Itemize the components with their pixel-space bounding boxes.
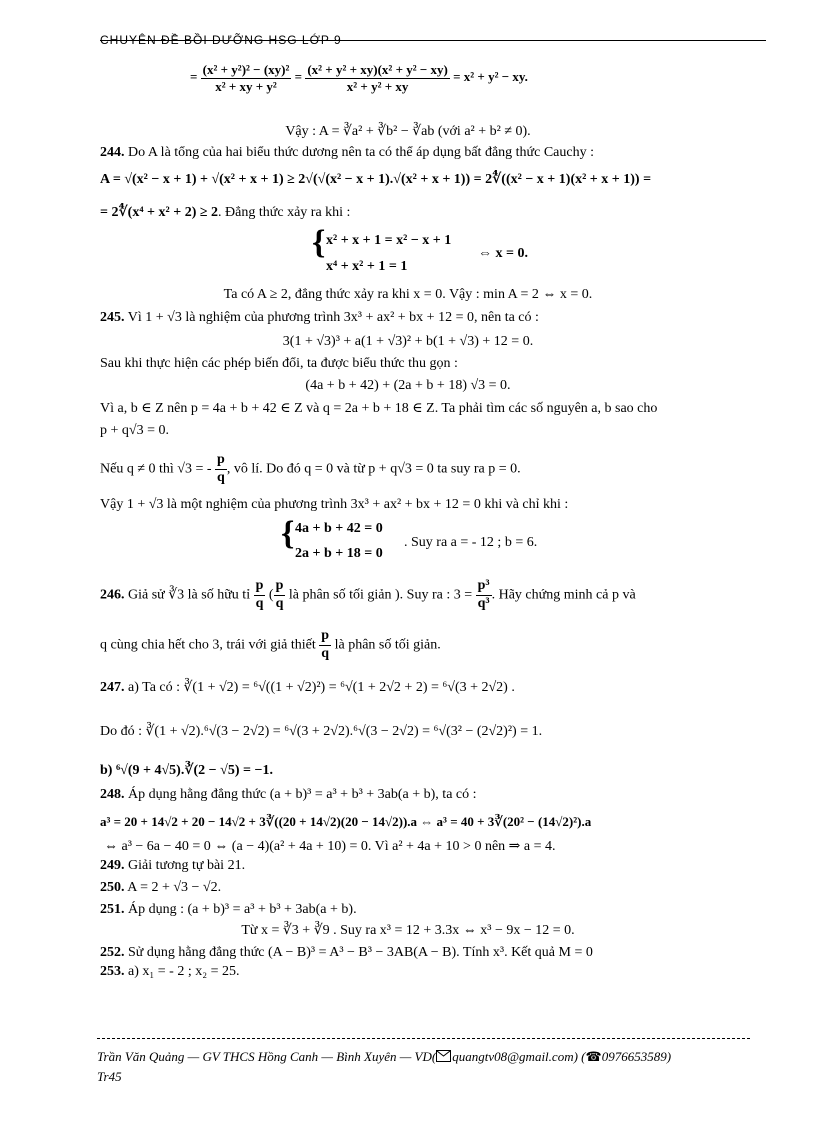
footer-line: Trần Văn Quảng — GV THCS Hồng Canh — Bình Xuyên — VD( quangtv08@gmail.com) (☎0976653589) [97, 1049, 672, 1064]
equation-line: = $\frac{\text{(x² + y²)² − (xy)²}}{\text{x² + xy + y²}}$ = $\frac{\text{(x² + y² + xy)(x² + y² − xy)}}{\text{x² + y² + xy}}$ = x² + y² − xy. [190, 62, 528, 94]
text-line: Do đó : ∛(1 + √2).⁶√(3 − 2√2) = ⁶√(3 + 2√2).⁶√(3 − 2√2) = ⁶√(3² − (2√2)²) = 1. [100, 724, 543, 739]
footer-rule [97, 1038, 750, 1039]
equation-line: x⁴ + x² + 1 = 1 [326, 259, 408, 274]
equation-line: A = √(x² − x + 1) + √(x² + x + 1) ≥ 2√(√(x² − x + 1).√(x² + x + 1)) = 2∜((x² − x + 1)(x² + x + 1)) = [100, 172, 652, 187]
exercise-number: 246. [100, 587, 125, 603]
text-line: 253. a) x₁ = - 2 ; x₂ = 25. [100, 964, 240, 979]
footer-phone: 0976653589) [601, 1049, 672, 1064]
exercise-number: 244. [100, 145, 125, 160]
exercise-number: 250. [100, 880, 125, 895]
text-line: Vậy : A = ∛a² + ∛b² − ∛ab (với a² + b² ≠ 0). [285, 124, 531, 139]
fraction: $\frac{p}{q}$ [255, 578, 264, 611]
text-line: (4a + b + 42) + (2a + b + 18) √3 = 0. [305, 378, 511, 393]
text-line: 248. Áp dụng hằng đẳng thức (a + b)³ = a³ + b³ + 3ab(a + b), ta có : [100, 787, 477, 802]
fraction: $\frac{p}{q}$ [321, 628, 330, 661]
fraction: $\frac{p}{q}$ [275, 578, 284, 611]
text-line: . Suy ra a = - 12 ; b = 6. [404, 535, 538, 550]
fraction: $\frac{p}{q}$ [217, 452, 225, 485]
equation-line: a³ = 20 + 14√2 + 20 − 14√2 + 3∛((20 + 14√2)(20 − 14√2)).a ⇔ a³ = 40 + 3∛(20² − (14√2)²).a [100, 814, 592, 829]
equation-line: x² + x + 1 = x² − x + 1 [326, 233, 452, 248]
fraction: $\frac{\text{(x² + y²)² − (xy)²}}{\text{x² + xy + y²}}$ [202, 62, 290, 94]
exercise-number: 252. [100, 945, 125, 960]
text-line: 252. Sử dụng hằng đẳng thức (A − B)³ = A³ − B³ − 3AB(A − B). Tính x³. Kết quả M = 0 [100, 945, 593, 960]
mail-icon [436, 1050, 451, 1062]
footer-author: Trần Văn Quảng — GV THCS Hồng Canh — Bình Xuyên — VD( [97, 1049, 437, 1064]
text-line: Vậy 1 + √3 là một nghiệm của phương trình 3x³ + ax² + bx + 12 = 0 khi và chỉ khi : [100, 497, 569, 512]
text-line: Nếu q ≠ 0 thì √3 = - $\frac{p}{q}$ , vô lí. Do đó q = 0 và từ p + q√3 = 0 ta suy ra p = 0. [100, 452, 521, 485]
text-line: 244. Do A là tổng của hai biểu thức dương nên ta có thể áp dụng bất đẳng thức Cauchy : [100, 145, 594, 160]
fraction: $\frac{\text{(x² + y² + xy)(x² + y² − xy)}}{\text{x² + y² + xy}}$ [307, 62, 448, 94]
text-line: Ta có A ≥ 2, đẳng thức xảy ra khi x = 0. Vậy : min A = 2 ⇔ x = 0. [223, 287, 593, 302]
brace-icon: { [312, 224, 326, 261]
header-rule [100, 40, 766, 41]
text-line: 251. Áp dụng : (a + b)³ = a³ + b³ + 3ab(a + b). [100, 902, 357, 917]
text-line: Sau khi thực hiện các phép biến đổi, ta được biểu thức thu gọn : [100, 356, 458, 371]
text-line: Từ x = ∛3 + ∛9 . Suy ra x³ = 12 + 3.3x ⇔ x³ − 9x − 12 = 0. [241, 923, 575, 938]
text-line: = 2∜(x⁴ + x² + 2) ≥ 2. Đẳng thức xảy ra khi : [100, 205, 351, 220]
exercise-number: 249. [100, 858, 125, 873]
text-line: ⇔ a³ − 6a − 40 = 0 ⇔ (a − 4)(a² + 4a + 10) = 0. Vì a² + 4a + 10 > 0 nên ⇒ a = 4. [104, 839, 556, 854]
exercise-number: 251. [100, 902, 125, 917]
text-line: 3(1 + √3)³ + a(1 + √3)² + b(1 + √3) + 12 = 0. [282, 334, 534, 349]
text-line: q cùng chia hết cho 3, trái với giả thiết $\frac{p}{q}$ là phân số tối giản. [100, 628, 441, 661]
text-line: Vì a, b ∈ Z nên p = 4a + b + 42 ∈ Z và q = 2a + b + 18 ∈ Z. Ta phải tìm các số nguyên a, b sao cho [100, 401, 658, 416]
text-line: 245. Vì 1 + √3 là nghiệm của phương trình 3x³ + ax² + bx + 12 = 0, nên ta có : [100, 310, 539, 325]
equation-line: 2a + b + 18 = 0 [295, 546, 383, 561]
equation-line: ⇔ x = 0. [478, 246, 528, 261]
phone-icon: ☎ [585, 1049, 602, 1064]
text-line: 247. a) Ta có : ∛(1 + √2) = ⁶√((1 + √2)²) = ⁶√(1 + 2√2 + 2) = ⁶√(3 + 2√2) . [100, 680, 515, 695]
text-line: 246. Giả sử ∛3 là số hữu tỉ $\frac{p}{q}$ ( $\frac{p}{q}$ là phân số tối giản ). Suy ra : 3 = $\frac{\text{p³}}{\text{q³}}$ . Hãy chứng minh cả p và [100, 578, 636, 611]
equation-line: 4a + b + 42 = 0 [295, 521, 383, 536]
brace-icon: { [281, 515, 295, 552]
text-line: p + q√3 = 0. [100, 423, 169, 438]
exercise-number: 247. [100, 680, 125, 695]
exercise-number: 245. [100, 310, 125, 325]
page-number: Tr45 [97, 1069, 122, 1084]
exercise-number: 253. [100, 964, 125, 979]
text-line: b) ⁶√(9 + 4√5).∛(2 − √5) = −1. [100, 763, 273, 778]
fraction: $\frac{\text{p³}}{\text{q³}}$ [477, 578, 490, 611]
header-title: CHUYÊN ĐỀ BỒI DƯỠNG HSG LỚP 9 [100, 33, 342, 47]
exercise-number: 248. [100, 787, 125, 802]
text-line: 250. A = 2 + √3 − √2. [100, 880, 222, 895]
footer-email[interactable]: quangtv08@gmail.com [452, 1049, 574, 1064]
text-line: 249. Giải tương tự bài 21. [100, 858, 246, 873]
